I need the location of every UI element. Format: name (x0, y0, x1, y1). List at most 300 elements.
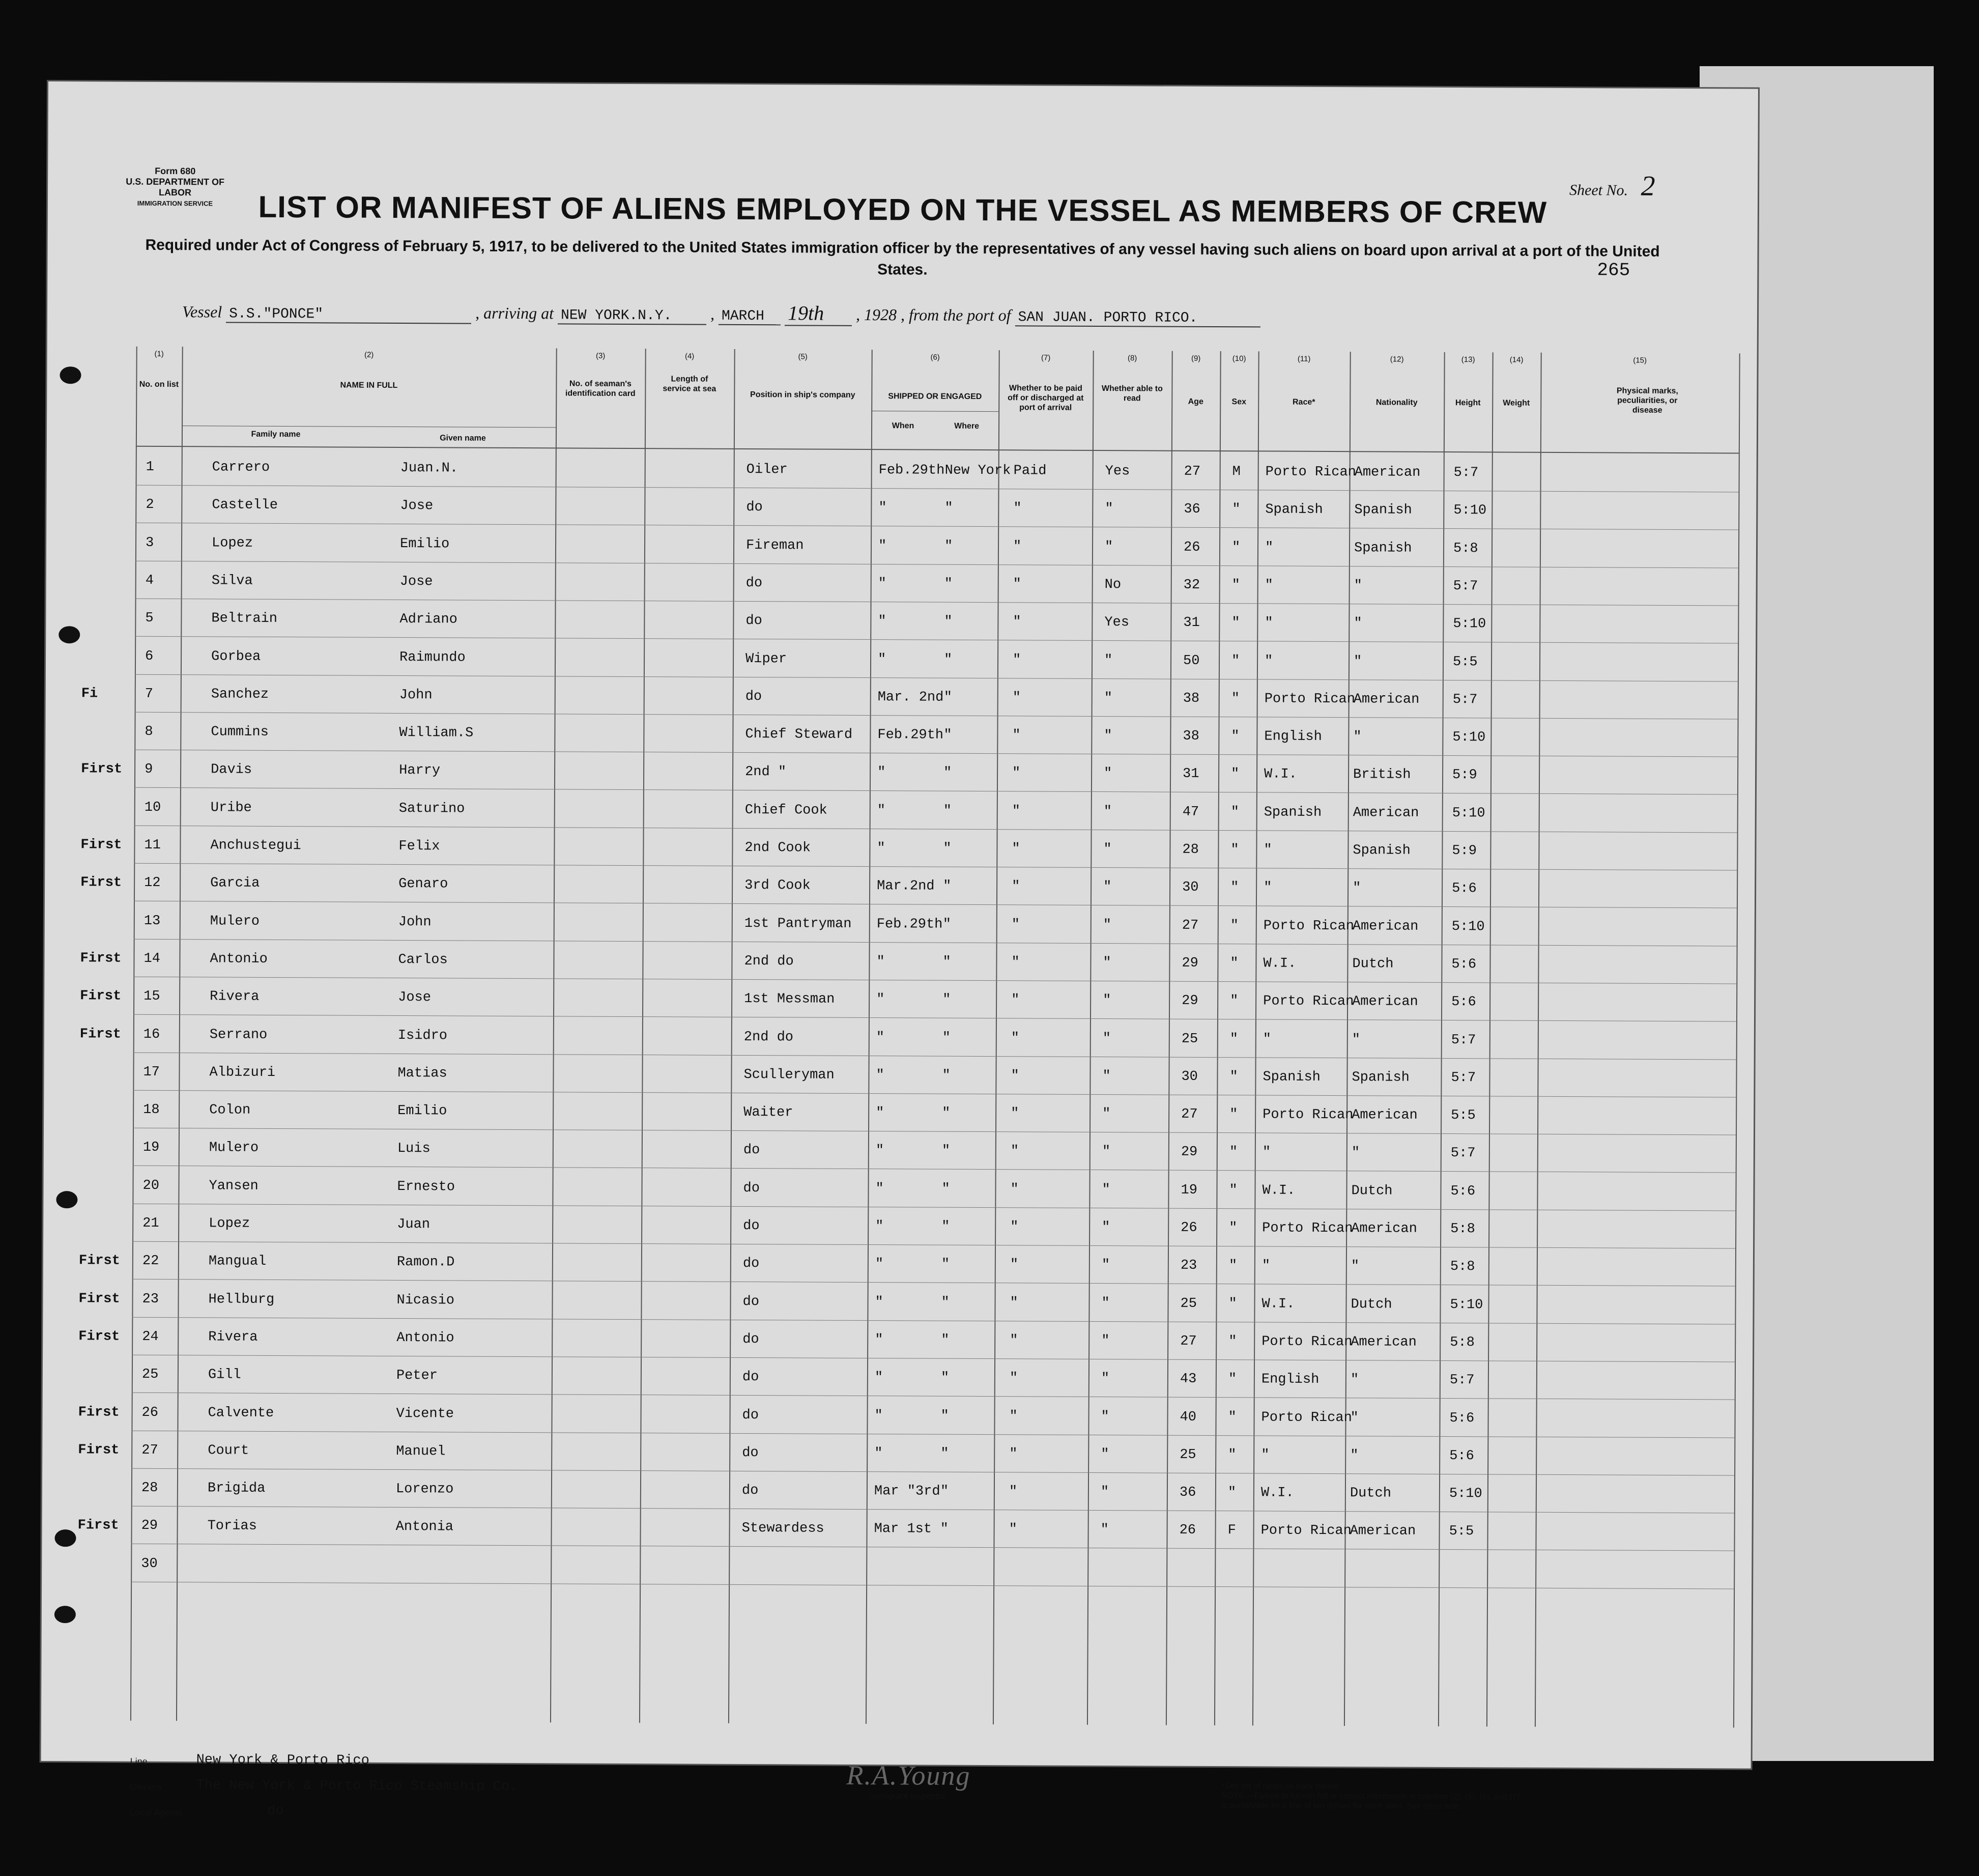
table-row (135, 637, 1738, 682)
cell-read: " (1103, 993, 1111, 1009)
cell-sex: " (1229, 1031, 1239, 1047)
table-row (80, 864, 1737, 909)
cell-read: Yes (1104, 615, 1130, 631)
cell-age: 26 (1183, 539, 1200, 555)
table-row (78, 1318, 1735, 1363)
cell-family: Silva (211, 573, 253, 589)
cell-family: Calvente (208, 1405, 274, 1421)
cell-position: do (743, 1218, 760, 1234)
punch-hole (56, 1191, 77, 1208)
cell-age: 27 (1182, 918, 1199, 933)
cell-given: Ernesto (397, 1179, 455, 1195)
cell-age: 27 (1180, 1333, 1197, 1349)
cell-age: 36 (1184, 502, 1200, 518)
cell-where: " (942, 1068, 951, 1084)
cell-paid: " (1012, 803, 1021, 819)
cell-position: Sculleryman (743, 1067, 835, 1083)
row-margin-note: First (80, 988, 122, 1004)
cell-sex: " (1229, 1182, 1238, 1198)
row-margin-note: First (80, 837, 122, 853)
cell-sex: " (1231, 766, 1240, 782)
cell-paid: Paid (1013, 463, 1047, 479)
cell-position: do (742, 1331, 759, 1348)
sheet-number: 2 (1641, 170, 1655, 202)
cell-nationality: American (1352, 918, 1419, 934)
cell-read: No (1104, 577, 1122, 593)
cell-when: " (874, 1370, 883, 1386)
races-note: *See list of races on back hereof. (1221, 1782, 1341, 1792)
arrival-port: NEW YORK.N.Y. (558, 307, 706, 325)
cell-height: 5:7 (1450, 1146, 1476, 1161)
cell-family: Hellburg (208, 1291, 275, 1307)
cell-when: " (877, 803, 886, 818)
cell-position: Oiler (746, 462, 788, 478)
cell-read: " (1101, 1258, 1110, 1273)
cell-age: 19 (1181, 1182, 1197, 1198)
cell-when: " (875, 1332, 883, 1348)
cell-paid: " (1012, 690, 1021, 706)
row-margin-note: Fi (81, 686, 98, 702)
cell-where: " (940, 1446, 949, 1462)
cell-nationality: " (1353, 729, 1362, 745)
cell-height: 5:8 (1450, 1334, 1475, 1351)
header-when: When (892, 421, 914, 431)
cell-paid: " (1011, 917, 1020, 932)
cell-family: Davis (211, 762, 252, 778)
col-num-8: (8) (1127, 354, 1137, 363)
cell-age: 23 (1180, 1258, 1197, 1274)
cell-when: " (876, 954, 885, 970)
cell-where: " (944, 614, 953, 630)
cell-family: Sanchez (211, 687, 269, 702)
cell-read: " (1102, 1106, 1111, 1122)
line-value: New York & Porto Rico (196, 1752, 369, 1769)
cell-height: 5:8 (1453, 541, 1478, 556)
cell-sex: " (1230, 880, 1239, 896)
col-num-9: (9) (1191, 354, 1201, 363)
cell-no: 5 (145, 611, 154, 627)
cell-read: " (1104, 766, 1112, 782)
cell-where: " (941, 1219, 950, 1235)
punch-hole (54, 1606, 76, 1623)
cell-nationality: Spanish (1353, 843, 1411, 859)
header-family-name: Family name (251, 430, 301, 439)
cell-position: Waiter (743, 1105, 793, 1121)
cell-family: Serrano (209, 1027, 268, 1043)
cell-read: " (1100, 1522, 1109, 1538)
cell-read: " (1103, 842, 1112, 858)
cell-given: Carlos (398, 952, 448, 968)
line-label: Line (130, 1756, 148, 1767)
cell-read: " (1100, 1485, 1109, 1500)
cell-sex: " (1229, 1069, 1238, 1085)
cell-paid: " (1009, 1408, 1018, 1424)
cell-given: Nicasio (396, 1292, 455, 1309)
cell-when: " (875, 1143, 884, 1159)
cell-race: " (1265, 540, 1274, 556)
table-row (135, 524, 1738, 569)
cell-height: 5:7 (1453, 465, 1479, 481)
cell-where: " (941, 1295, 950, 1311)
table-row (131, 1545, 1734, 1589)
cell-family: Castelle (212, 497, 278, 514)
col-num-13: (13) (1461, 355, 1475, 364)
cell-no: 30 (141, 1556, 158, 1572)
header-shipped: SHIPPED OR ENGAGED (888, 392, 982, 402)
col-num-15: (15) (1633, 356, 1647, 365)
cell-family: Garcia (210, 875, 260, 892)
cell-position: do (741, 1483, 759, 1499)
cell-read: " (1102, 1182, 1110, 1198)
cell-position: Chief Cook (744, 802, 827, 818)
cell-family: Beltrain (211, 611, 278, 627)
footer-owners (130, 1778, 518, 1795)
table-row (133, 1129, 1736, 1174)
cell-age: 27 (1184, 464, 1201, 479)
col-num-10: (10) (1232, 354, 1246, 363)
cell-no: 15 (144, 989, 160, 1005)
cell-no: 7 (145, 686, 154, 702)
row-margin-note: First (77, 1518, 119, 1534)
cell-race: Porto Rican (1262, 1220, 1353, 1237)
col-num-6: (6) (930, 353, 940, 362)
row-margin-note: First (78, 1291, 120, 1307)
vessel-line: Vessel S.S."PONCE" , arriving at NEW YORK.N.Y. , MARCH 19th , 1928 , from the port of SAN JUAN. PORTO RICO. (182, 298, 1658, 330)
cell-when: " (877, 841, 885, 857)
header-weight: Weight (1503, 399, 1530, 408)
cell-height: 5:10 (1453, 503, 1487, 519)
cell-when: " (877, 651, 886, 667)
cell-position: Stewardess (741, 1521, 824, 1537)
cell-paid: " (1011, 1068, 1019, 1084)
cell-age: 47 (1182, 804, 1199, 820)
cell-height: 5:5 (1451, 1108, 1476, 1124)
table-row (132, 1205, 1735, 1249)
table-row (132, 1356, 1735, 1401)
cell-when: " (875, 1294, 883, 1310)
row-margin-note: First (78, 1442, 120, 1458)
col-num-2: (2) (364, 350, 374, 359)
cell-no: 16 (143, 1027, 160, 1042)
cell-position: 2nd do (743, 1029, 794, 1045)
cell-race: " (1261, 1447, 1270, 1463)
cell-family: Anchustegui (210, 838, 301, 854)
cell-nationality: Dutch (1351, 1296, 1392, 1313)
cell-where: " (941, 1144, 951, 1159)
header-height: Height (1455, 399, 1481, 408)
from-port-label: , from the port of (900, 305, 1011, 325)
cell-nationality: Dutch (1352, 956, 1394, 972)
cell-family: Court (208, 1443, 249, 1459)
table-row (136, 448, 1739, 493)
cell-sex: " (1229, 1145, 1238, 1160)
cell-position: do (743, 1143, 760, 1158)
cell-family: Rivera (210, 989, 260, 1005)
cell-read: " (1105, 501, 1113, 517)
cell-paid: " (1012, 879, 1020, 895)
cell-race: Porto Rican (1263, 993, 1354, 1010)
table-row (78, 1280, 1735, 1325)
cell-read: " (1103, 955, 1111, 971)
cell-age: 27 (1181, 1106, 1198, 1122)
cell-given: Luis (397, 1141, 431, 1157)
cell-read: " (1103, 879, 1112, 895)
cell-position: 2nd " (745, 764, 787, 780)
cell-height: 5:10 (1449, 1486, 1482, 1502)
cell-where: " (942, 917, 952, 932)
cell-paid: " (1011, 1106, 1019, 1122)
cell-when: " (875, 1181, 884, 1197)
cell-position: do (745, 575, 763, 591)
cell-no: 26 (141, 1405, 159, 1420)
cell-given: Adriano (399, 612, 457, 628)
cell-nationality: " (1351, 1259, 1360, 1274)
cell-no: 23 (142, 1291, 159, 1307)
row-margin-note: First (81, 761, 123, 778)
cell-race: English (1264, 729, 1322, 745)
cell-when: Mar 1st (874, 1521, 932, 1537)
cell-race: W.I. (1260, 1485, 1294, 1501)
header-race: Race* (1292, 397, 1315, 407)
header-no-on-list: No. on list (139, 380, 179, 389)
cell-read: " (1104, 652, 1113, 668)
page-subtitle: Required under Act of Congress of February 5, 1917, to be delivered to the United States immigration officer by the representatives of any vessel having such aliens on board upon arrival at a port of the United States. (145, 236, 1660, 278)
table-row (78, 1242, 1735, 1287)
cell-read: " (1104, 728, 1112, 744)
cell-paid: " (1012, 652, 1021, 668)
cell-given: Lorenzo (395, 1482, 454, 1497)
col-num-7: (7) (1041, 353, 1051, 362)
cell-nationality: Spanish (1354, 540, 1412, 556)
cell-paid: " (1010, 1295, 1018, 1311)
cell-read: " (1101, 1446, 1109, 1462)
cell-no: 18 (143, 1102, 160, 1118)
cell-paid: " (1013, 538, 1022, 554)
cell-no: 12 (144, 875, 161, 891)
cell-nationality: " (1353, 653, 1362, 669)
cell-family: Lopez (209, 1216, 250, 1232)
cell-no: 21 (142, 1215, 159, 1231)
cell-no: 14 (144, 951, 160, 967)
cell-family: Mulero (210, 913, 260, 929)
cell-paid: " (1012, 765, 1021, 781)
cell-sex: " (1230, 956, 1239, 972)
table-row (81, 675, 1738, 720)
cell-sex: " (1231, 653, 1240, 669)
cell-family: Mangual (208, 1254, 267, 1270)
cell-age: 38 (1183, 691, 1200, 706)
cell-read: " (1103, 804, 1112, 819)
cell-race: W.I. (1263, 956, 1297, 972)
cell-position: do (742, 1407, 759, 1423)
cell-age: 25 (1180, 1296, 1197, 1312)
cell-paid: " (1011, 1030, 1020, 1046)
cell-age: 26 (1181, 1220, 1197, 1236)
cell-position: 2nd do (744, 953, 794, 970)
cell-position: do (745, 689, 762, 704)
cell-race: Porto Rican (1260, 1523, 1352, 1539)
cell-height: 5:6 (1452, 881, 1477, 897)
cell-no: 8 (145, 724, 153, 740)
cell-sex: M (1232, 464, 1241, 480)
cell-read: " (1101, 1333, 1110, 1349)
cell-race: English (1261, 1372, 1320, 1388)
cell-paid: " (1011, 992, 1020, 1008)
table-row (80, 940, 1736, 985)
footer-line (130, 1752, 369, 1769)
cell-age: 32 (1183, 577, 1200, 593)
table-row (131, 1469, 1734, 1514)
cell-age: 31 (1183, 615, 1200, 631)
vessel-label: Vessel (182, 302, 222, 321)
cell-height: 5:10 (1453, 616, 1486, 632)
footnotes (1221, 1781, 1527, 1812)
cell-read: " (1102, 1220, 1110, 1236)
cell-sex: " (1228, 1334, 1237, 1350)
col-num-3: (3) (595, 351, 606, 360)
header-position: Position in ship's company (750, 390, 855, 400)
manifest-sheet (41, 81, 1758, 1820)
row-margin-note: First (80, 875, 122, 891)
cell-paid: " (1009, 1371, 1018, 1386)
table-row (78, 1394, 1734, 1438)
cell-nationality: American (1351, 1334, 1417, 1350)
agents-label: Local Agents (130, 1807, 183, 1818)
header-id-card: No. of seaman's identification card (565, 379, 636, 399)
cell-height: 5:7 (1451, 1032, 1476, 1048)
cell-race: " (1263, 1031, 1272, 1047)
table-row (134, 713, 1737, 758)
col-num-12: (12) (1390, 355, 1404, 364)
cell-race: " (1264, 842, 1272, 858)
cell-paid: " (1011, 955, 1020, 971)
form-number: Form 680 (155, 165, 196, 177)
cell-family: Yansen (209, 1178, 259, 1194)
cell-nationality: American (1350, 1523, 1416, 1540)
cell-height: 5:6 (1449, 1410, 1475, 1426)
cell-age: 25 (1181, 1031, 1198, 1047)
cell-given: Saturino (398, 801, 465, 817)
cell-sex: " (1228, 1447, 1237, 1463)
cell-sex: " (1232, 502, 1241, 518)
table-row (81, 751, 1737, 795)
owners-label: Owners (130, 1781, 162, 1793)
vessel-name: S.S."PONCE" (226, 306, 471, 324)
row-margin-note: First (79, 1026, 121, 1042)
cell-race: " (1262, 1145, 1271, 1160)
cell-given: Peter (396, 1368, 438, 1384)
cell-no: 20 (142, 1178, 160, 1193)
cell-nationality: American (1352, 994, 1418, 1010)
cell-given: John (398, 914, 432, 930)
cell-nationality: American (1353, 691, 1420, 707)
cell-where: " (944, 500, 953, 517)
cell-read: " (1101, 1371, 1110, 1387)
cell-race: Porto Rican (1263, 918, 1355, 934)
header-paid-off: Whether to be paid off or discharged at port of arrival (1008, 384, 1084, 412)
cell-where: " (942, 954, 951, 970)
cell-read: " (1104, 690, 1113, 706)
cell-read: " (1102, 1068, 1111, 1084)
cell-age: 29 (1182, 993, 1198, 1009)
cell-nationality: Dutch (1351, 1183, 1393, 1199)
cell-paid: " (1013, 501, 1022, 517)
table-row (135, 486, 1738, 531)
arrival-day: 19th (785, 301, 852, 326)
cell-no: 17 (143, 1064, 160, 1080)
cell-nationality: " (1350, 1447, 1359, 1464)
table-row (132, 1167, 1735, 1211)
table-row (133, 1091, 1736, 1136)
cell-position: do (746, 500, 763, 516)
cell-race: Porto Rican (1265, 464, 1356, 480)
service-name: IMMIGRATION SERVICE (137, 199, 213, 208)
cell-paid: " (1010, 1219, 1019, 1235)
departure-port: SAN JUAN. PORTO RICO. (1015, 309, 1260, 327)
cell-family: Torias (207, 1518, 257, 1534)
cell-nationality: American (1354, 465, 1421, 480)
cell-paid: " (1009, 1484, 1018, 1500)
table-row (78, 1432, 1734, 1476)
footer-agents (130, 1803, 284, 1820)
cell-where: " (941, 1257, 950, 1273)
department-name: U.S. DEPARTMENT OF LABOR (126, 176, 225, 198)
cell-height: 5:7 (1451, 1070, 1476, 1086)
cell-position: Chief Steward (745, 727, 853, 743)
table-row (80, 827, 1737, 871)
cell-read: " (1103, 917, 1112, 933)
cell-sex: " (1228, 1296, 1237, 1312)
cell-race: W.I. (1262, 1183, 1296, 1199)
cell-age: 25 (1180, 1447, 1196, 1463)
cell-sex: " (1230, 993, 1239, 1009)
cell-given: Manuel (396, 1443, 446, 1460)
cell-family: Carrero (212, 460, 270, 475)
cell-read: " (1101, 1409, 1109, 1425)
cell-no: 4 (145, 573, 154, 588)
cell-family: Rivera (208, 1329, 258, 1345)
cell-sex: " (1227, 1485, 1237, 1501)
cell-when: " (876, 1030, 885, 1045)
cell-height: 5:10 (1450, 1297, 1483, 1313)
cell-race: " (1265, 578, 1273, 593)
cell-race: " (1264, 880, 1272, 896)
cell-given: Juan.N. (400, 461, 458, 476)
table-row (80, 978, 1736, 1022)
cell-age: 28 (1182, 842, 1199, 858)
arrival-year: 28 (880, 305, 897, 324)
cell-sex: " (1229, 1220, 1238, 1236)
cell-age: 50 (1183, 653, 1200, 669)
cell-given: Matias (397, 1065, 447, 1082)
cell-sex: " (1231, 691, 1240, 707)
cell-paid: " (1010, 1333, 1018, 1349)
cell-given: Isidro (397, 1028, 448, 1043)
cell-read: " (1104, 539, 1113, 555)
punch-hole (54, 1529, 76, 1547)
cell-family: Albizuri (209, 1065, 276, 1081)
cell-nationality: British (1353, 767, 1411, 783)
cell-given: Antonia (395, 1519, 454, 1535)
cell-where: " (943, 803, 952, 819)
cell-race: " (1264, 653, 1273, 669)
cell-read: " (1101, 1295, 1110, 1311)
cell-position: do (745, 613, 762, 629)
inspector-block (801, 1759, 1015, 1801)
cell-age: 26 (1179, 1523, 1196, 1539)
cell-age: 30 (1181, 1069, 1198, 1085)
cell-no: 25 (141, 1367, 159, 1383)
